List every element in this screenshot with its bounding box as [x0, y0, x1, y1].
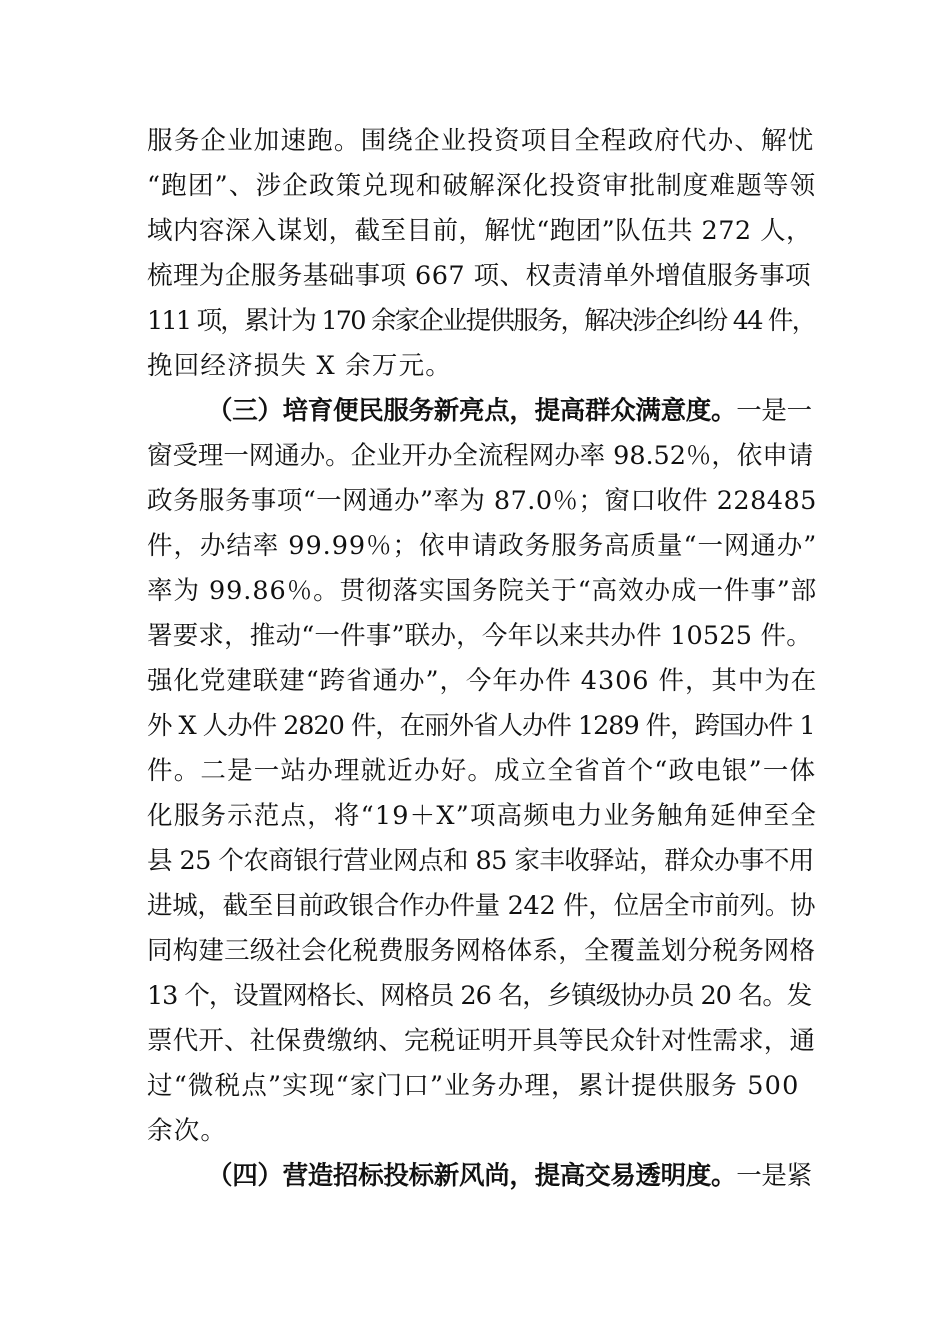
- paragraph-line: 挽回经济损失 X 余万元。: [147, 351, 452, 381]
- section-heading-line: [207, 389, 817, 433]
- section-heading: （四）营造招标投标新风尚，提高交易透明度。: [207, 1161, 737, 1191]
- paragraph-line: 111 项，累计为 170 余家企业提供服务，解决涉企纠纷 44 件，: [147, 306, 816, 336]
- paragraph-line: “跑团”、涉企政策兑现和破解深化投资审批制度难题等领: [147, 171, 817, 201]
- paragraph-line: 政务服务事项“一网通办”率为 87.0％；窗口收件 228485: [147, 486, 817, 516]
- paragraph-line: 同构建三级社会化税费服务网格体系，全覆盖划分税务网格: [147, 936, 816, 966]
- paragraph-line: 件。二是一站办理就近办好。成立全省首个“政电银”一体: [147, 756, 817, 786]
- paragraph-line: 票代开、社保费缴纳、完税证明开具等民众针对性需求，通: [147, 1026, 816, 1056]
- paragraph-text: 一是紧: [736, 1161, 812, 1191]
- section-heading-line: [207, 1154, 817, 1198]
- paragraph-text: 一是一: [736, 396, 812, 426]
- paragraph-line: 进城，截至目前政银合作办件量 242 件，位居全市前列。协: [147, 891, 816, 921]
- paragraph-line: 署要求，推动“一件事”联办，今年以来共办件 10525 件。: [147, 621, 812, 651]
- section-heading: （三）培育便民服务新亮点，提高群众满意度。: [207, 396, 737, 426]
- paragraph-line: 率为 99.86％。贯彻落实国务院关于“高效办成一件事”部: [147, 576, 818, 606]
- paragraph-line: 化服务示范点，将“19＋X”项高频电力业务触角延伸至全: [147, 801, 818, 831]
- paragraph-line: 余次。: [147, 1116, 228, 1146]
- paragraph-line: 外 X 人办件 2820 件，在丽外省人办件 1289 件，跨国办件 1: [147, 711, 815, 741]
- paragraph-line: 梳理为企服务基础事项 667 项、权责清单外增值服务事项: [147, 261, 811, 291]
- paragraph-line: 件，办结率 99.99％；依申请政务服务高质量“一网通办”: [147, 531, 818, 561]
- paragraph-line: 服务企业加速跑。围绕企业投资项目全程政府代办、解忧: [147, 126, 815, 156]
- paragraph-line: 窗受理一网通办。企业开办全流程网办率 98.52％，依申请: [147, 441, 814, 471]
- paragraph-line: 县 25 个农商银行营业网点和 85 家丰收驿站，群众办事不用: [147, 846, 814, 876]
- paragraph-line: 强化党建联建“跨省通办”，今年办件 4306 件，其中为在: [147, 666, 818, 696]
- paragraph-line: 13 个，设置网格长、网格员 26 名，乡镇级协办员 20 名。发: [147, 981, 812, 1011]
- paragraph-line: 过“微税点”实现“家门口”业务办理，累计提供服务 500: [147, 1071, 800, 1101]
- paragraph-line: 域内容深入谋划，截至目前，解忧“跑团”队伍共 272 人，: [147, 216, 813, 246]
